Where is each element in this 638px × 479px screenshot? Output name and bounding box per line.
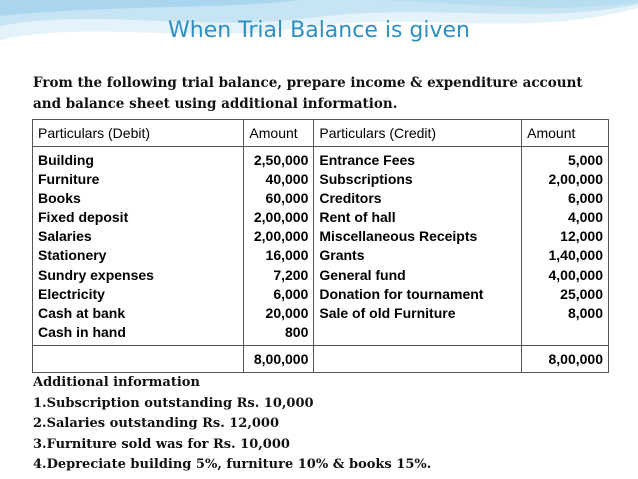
total-debit-label-cell xyxy=(33,346,244,373)
credit-amount: 6,000 xyxy=(567,190,603,207)
credit-amount: 5,000 xyxy=(567,152,603,168)
debit-amount: 800 xyxy=(285,323,309,340)
debit-amount: 2,50,000 xyxy=(253,152,309,168)
header-debit-particulars: Particulars (Debit) xyxy=(33,120,244,147)
credit-amount: 1,40,000 xyxy=(548,247,603,264)
credit-amount: 4,000 xyxy=(567,209,603,226)
credit-items-cell xyxy=(314,147,522,346)
debit-amount: 2,00,000 xyxy=(253,228,309,245)
additional-information xyxy=(33,373,593,476)
debit-item: Books xyxy=(38,190,81,207)
total-credit-amount: 8,00,000 xyxy=(522,346,609,373)
credit-item: Donation for tournament xyxy=(319,285,484,302)
header-credit-amount: Amount xyxy=(522,120,609,147)
credit-item: General fund xyxy=(319,266,406,283)
credit-item: Entrance Fees xyxy=(319,152,416,168)
debit-item: Furniture xyxy=(38,171,100,188)
debit-amount: 16,000 xyxy=(265,247,309,264)
debit-item: Stationery xyxy=(38,247,107,264)
additional-heading: Additional information xyxy=(33,375,200,390)
credit-amounts-cell xyxy=(522,147,609,346)
debit-item: Salaries xyxy=(38,228,92,245)
table-body-row xyxy=(33,147,609,346)
credit-amount: 2,00,000 xyxy=(548,171,603,188)
debit-item: Fixed deposit xyxy=(38,209,129,226)
credit-amount: 25,000 xyxy=(560,285,603,302)
intro-text xyxy=(33,73,613,115)
debit-amount: 2,00,000 xyxy=(253,209,309,226)
credit-amount: 4,00,000 xyxy=(548,266,603,283)
credit-item: Rent of hall xyxy=(319,209,396,226)
credit-item: Creditors xyxy=(319,190,382,207)
debit-item: Cash in hand xyxy=(38,323,126,340)
debit-item: Sundry expenses xyxy=(38,266,154,283)
header-debit-amount: Amount xyxy=(244,120,314,147)
table-total-row xyxy=(33,346,609,373)
total-debit-amount: 8,00,000 xyxy=(244,346,314,373)
credit-item: Miscellaneous Receipts xyxy=(319,228,478,245)
intro-line: From the following trial balance, prepare income & expenditure account xyxy=(33,75,583,91)
additional-item: 2.Salaries outstanding Rs. 12,000 xyxy=(33,416,279,431)
header-credit-particulars: Particulars (Credit) xyxy=(314,120,522,147)
debit-amount: 60,000 xyxy=(265,190,309,207)
debit-amounts-cell xyxy=(244,147,314,346)
additional-item: 3.Furniture sold was for Rs. 10,000 xyxy=(33,436,290,452)
debit-item: Cash at bank xyxy=(38,304,126,321)
credit-item: Sale of old Furniture xyxy=(319,304,456,321)
debit-amount: 40,000 xyxy=(265,171,309,188)
total-credit-label-cell xyxy=(314,346,522,373)
additional-item: 4.Depreciate building 5%, furniture 10% & books 15%. xyxy=(33,457,432,472)
debit-amount: 6,000 xyxy=(273,285,309,302)
debit-items-cell xyxy=(33,147,244,346)
slide-title: When Trial Balance is given xyxy=(168,18,470,43)
trial-balance-table xyxy=(32,119,609,373)
debit-amount: 7,200 xyxy=(273,266,309,283)
table-header-row xyxy=(33,120,609,147)
credit-item: Grants xyxy=(319,247,365,264)
credit-amount: 12,000 xyxy=(560,228,603,245)
credit-amount: 8,000 xyxy=(567,304,603,321)
credit-item: Subscriptions xyxy=(319,171,413,188)
debit-item: Electricity xyxy=(38,285,105,302)
additional-item: 1.Subscription outstanding Rs. 10,000 xyxy=(33,395,314,411)
debit-item: Building xyxy=(38,152,94,168)
debit-amount: 20,000 xyxy=(265,304,309,321)
intro-line: and balance sheet using additional information. xyxy=(33,96,398,112)
